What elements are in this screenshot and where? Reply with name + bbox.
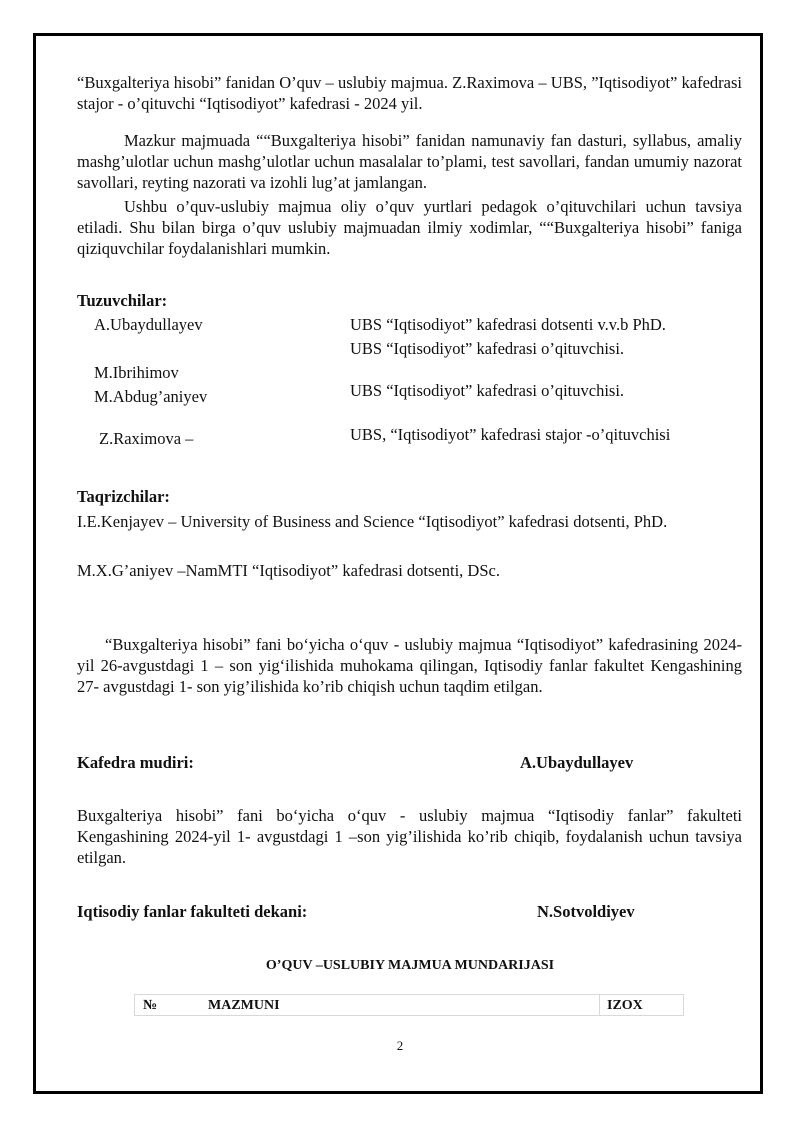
page-number: 2 — [396, 1038, 404, 1053]
author-name-3: M.Abdug’aniyev — [94, 387, 208, 406]
authors-heading: Tuzuvchilar: — [77, 291, 168, 310]
dean-label: Iqtisodiy fanlar fakulteti dekani: — [77, 902, 308, 921]
toc-col-content: MAZMUNI — [208, 998, 280, 1013]
intro-line: “Buxgalteriya hisobi” fanidan O’quv – uslubiy majmua. Z.Raximova – UBS, ”Iqtisodiyot” kafedrasi stajor - o’qituvchi “Iqtisodiyot” kafedrasi - 2024 yil. — [77, 73, 742, 113]
approval-faculty: Buxgalteriya hisobi” fani bo‘yicha o‘quv - uslubiy majmua “Iqtisodiy fanlar” fakulteti Kengashining 2024-yil 1- avgustdagi 1 –son yig’ilishida ko’rib chiqib, foydalanish uchun tavsiya etilgan. — [77, 806, 742, 867]
toc-table-header — [134, 994, 684, 1016]
author-role-4: UBS, “Iqtisodiyot” kafedrasi stajor -o’qituvchisi — [350, 425, 671, 444]
author-name-2: M.Ibrihimov — [94, 363, 179, 382]
reviewer-1: I.E.Kenjayev – University of Business and Science “Iqtisodiyot” kafedrasi dotsenti, PhD. — [77, 512, 668, 531]
reviewer-2: M.X.G’aniyev –NamMTI “Iqtisodiyot” kafedrasi dotsenti, DSc. — [77, 561, 500, 580]
intro-paragraph-2: Ushbu o’quv-uslubiy majmua oliy o’quv yurtlari pedagok o’qituvchilari uchun tavsiya etiladi. Shu bilan birga o’quv uslubiy majmuadan ilmiy xodimlar, ““Buxgalteriya hisobi” faniga qiziquvchilar foydalanishlari mumkin. — [77, 197, 742, 258]
reviewers-heading: Taqrizchilar: — [77, 487, 170, 506]
author-name-4: Z.Raximova – — [99, 429, 194, 448]
toc-col-divider — [599, 995, 600, 1015]
author-role-3: UBS “Iqtisodiyot” kafedrasi o’qituvchisi. — [350, 381, 625, 400]
intro-paragraph-1: Mazkur majmuada ““Buxgalteriya hisobi” fanidan namunaviy fan dasturi, syllabus, amaliy mashg’ulotlar uchun mashg’ulotlar uchun masalalar to’plami, test savollari, fandan umumiy nazorat savollari, reyting nazorati va izohli lug’at jamlangan. — [77, 131, 742, 192]
approval-department: “Buxgalteriya hisobi” fani bo‘yicha o‘quv - uslubiy majmua “Iqtisodiyot” kafedrasining 2024-yil 26-avgustdagi 1 – son yig‘ilishida muhokama qilingan, Iqtisodiy fanlar fakultet Kengashining 27- avgustdagi 1- son yig’ilishida ko’rib chiqish uchun taqdim etilgan. — [77, 635, 742, 696]
author-role-2: UBS “Iqtisodiyot” kafedrasi o’qituvchisi. — [350, 339, 625, 358]
toc-col-number: № — [143, 998, 158, 1013]
dean-name: N.Sotvoldiyev — [537, 902, 635, 921]
author-role-1: UBS “Iqtisodiyot” kafedrasi dotsenti v.v.b PhD. — [350, 315, 666, 334]
head-of-dept-name: A.Ubaydullayev — [520, 753, 634, 772]
author-name-1: A.Ubaydullayev — [94, 315, 203, 334]
head-of-dept-label: Kafedra mudiri: — [77, 753, 194, 772]
toc-title: O’QUV –USLUBIY MAJMUA MUNDARIJASI — [265, 958, 555, 973]
toc-col-note: IZOX — [607, 998, 643, 1013]
